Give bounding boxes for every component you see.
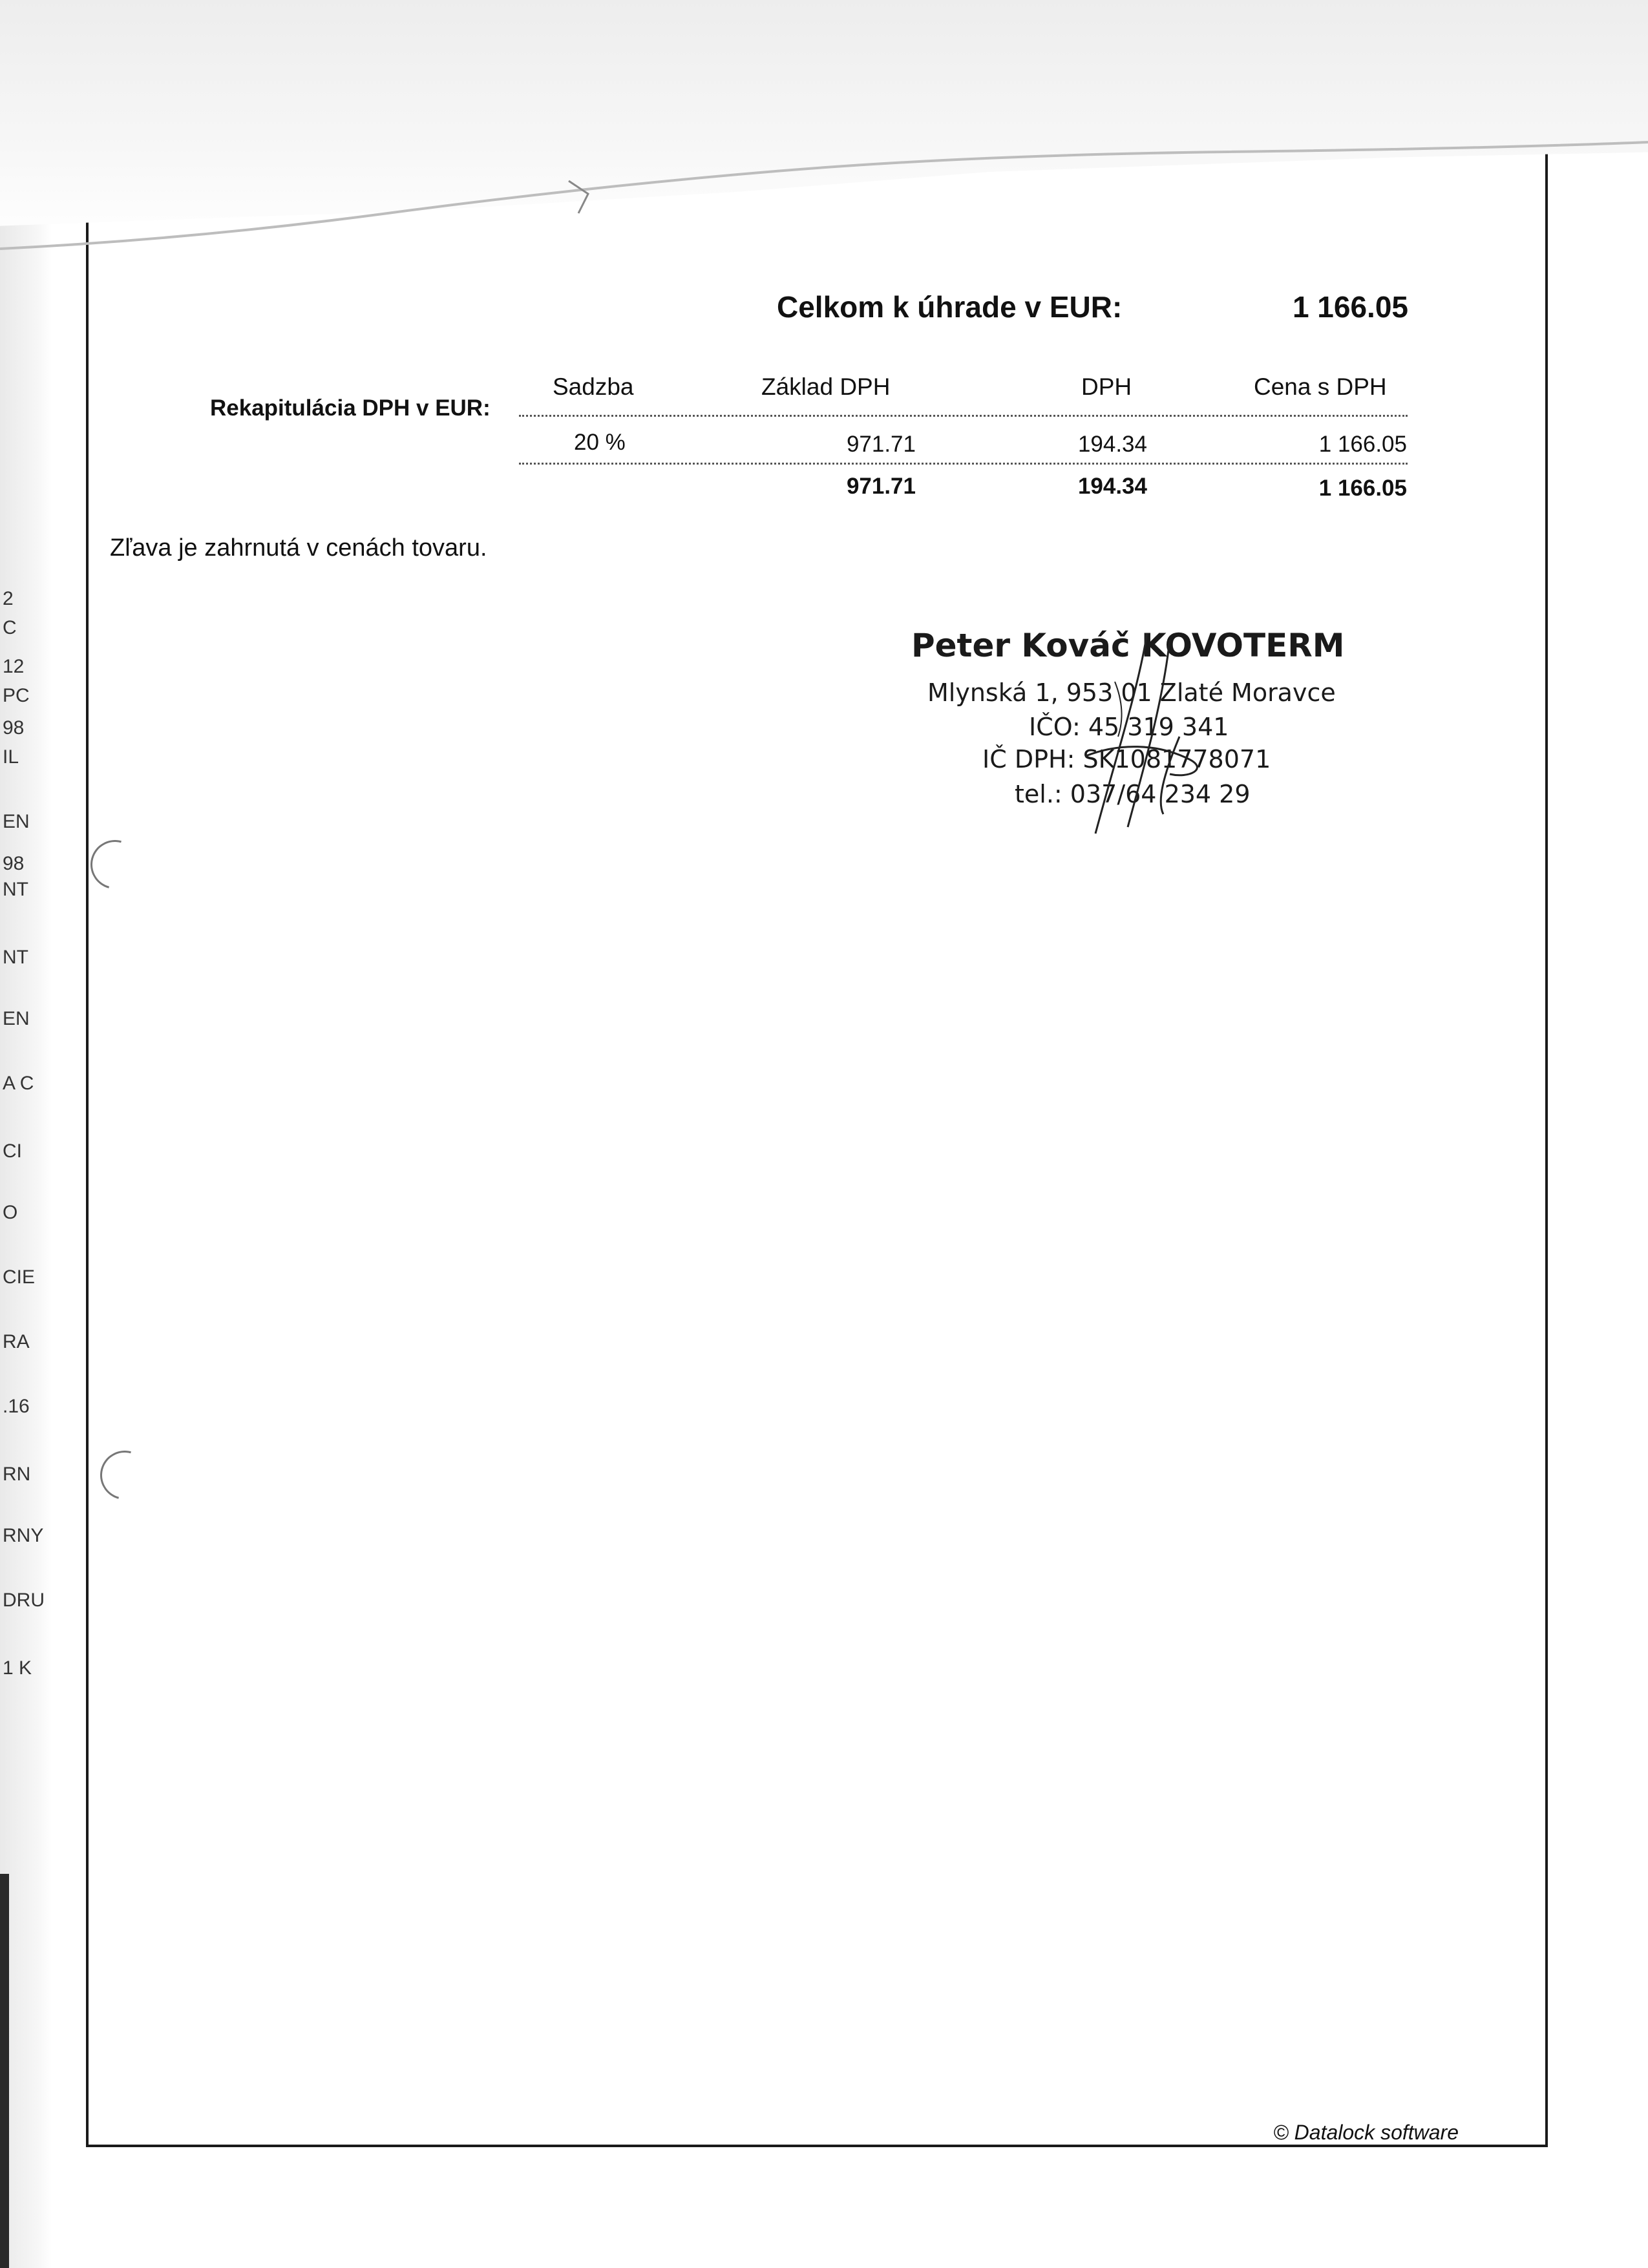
- side-fragment: RNY: [3, 1525, 44, 1546]
- side-fragment: EN: [3, 811, 30, 832]
- side-fragment: 2: [3, 588, 14, 609]
- row-base: 971.71: [846, 432, 916, 457]
- stamp-ic-dph: IČ DPH: SK1081778071: [982, 745, 1271, 773]
- total-due-label: Celkom k úhrade v EUR:: [777, 290, 1123, 324]
- divider: [519, 463, 1408, 465]
- side-fragment: 1 K: [3, 1657, 32, 1679]
- side-fragment: DRU: [3, 1590, 45, 1611]
- side-fragment: PC: [3, 685, 30, 706]
- row-total: 1 166.05: [1318, 432, 1407, 457]
- stamp-address: Mlynská 1, 953 01 Zlaté Moravce: [927, 678, 1336, 707]
- side-fragment: 98: [3, 717, 25, 739]
- col-base-header: Základ DPH: [761, 373, 891, 400]
- side-fragment: O: [3, 1202, 18, 1223]
- side-fragment: CI: [3, 1140, 22, 1162]
- stamp-company-name: Peter Kováč KOVOTERM: [911, 627, 1345, 664]
- scan-edge-dark: [0, 1874, 9, 2268]
- software-credit: © Datalock software: [1273, 2121, 1459, 2144]
- side-fragment: 98: [3, 853, 25, 874]
- col-total-header: Cena s DPH: [1254, 373, 1387, 400]
- totals-total: 1 166.05: [1318, 476, 1407, 501]
- divider: [519, 415, 1408, 417]
- side-fragment: NT: [3, 947, 28, 968]
- side-fragment: NT: [3, 879, 28, 900]
- side-fragment: RN: [3, 1464, 31, 1485]
- totals-vat: 194.34: [1077, 474, 1147, 499]
- total-due-value: 1 166.05: [1292, 290, 1408, 324]
- row-rate: 20 %: [574, 430, 626, 455]
- side-fragment: 12: [3, 656, 25, 677]
- side-fragment: A C: [3, 1073, 34, 1094]
- totals-base: 971.71: [846, 474, 916, 499]
- col-vat-header: DPH: [1081, 373, 1132, 400]
- vat-recap-title: Rekapitulácia DPH v EUR:: [210, 395, 491, 421]
- row-vat: 194.34: [1077, 432, 1147, 457]
- side-fragment: EN: [3, 1008, 30, 1029]
- side-fragment: CIE: [3, 1266, 36, 1288]
- side-fragment: IL: [3, 746, 19, 768]
- col-rate-header: Sadzba: [553, 373, 634, 400]
- side-fragment: RA: [3, 1331, 30, 1352]
- side-fragment: .16: [3, 1396, 30, 1417]
- stamp-phone: tel.: 037/64 234 29: [1015, 780, 1251, 808]
- stamp-ico: IČO: 45 319 341: [1029, 713, 1229, 741]
- discount-note: Zľava je zahrnutá v cenách tovaru.: [110, 534, 487, 562]
- handwritten-signature: [1008, 620, 1280, 853]
- side-fragment: C: [3, 617, 17, 638]
